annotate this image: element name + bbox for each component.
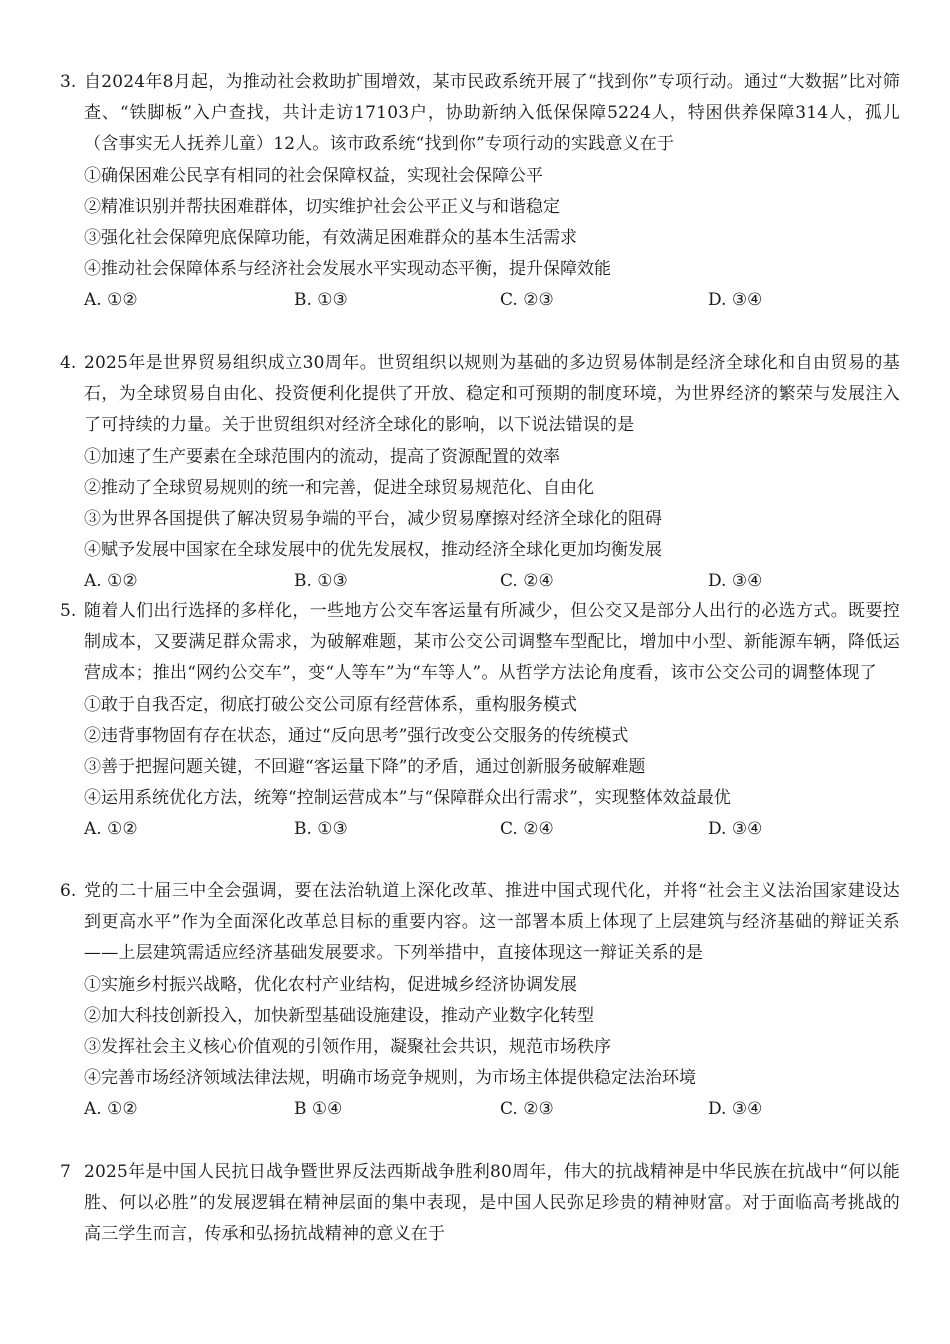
- statement-3: ③强化社会保障兜底保障功能，有效满足困难群众的基本生活需求: [84, 228, 577, 249]
- choice-b: B. ①③: [294, 290, 348, 311]
- choice-c: C. ②④: [500, 571, 554, 592]
- question-stem: 2025年是世界贸易组织成立30周年。世贸组织以规则为基础的多边贸易体制是经济全球化和自由贸易的基石，为全球贸易自由化、投资便利化提供了开放、稳定和可预期的制度环境，为世界经济的繁荣与发展注入了可持续的力量。关于世贸组织对经济全球化的影响，以下说法错误的是: [84, 353, 900, 436]
- question-7: [60, 1157, 900, 1251]
- question-number: 7: [60, 1162, 71, 1182]
- choice-c: C. ②③: [500, 1099, 554, 1120]
- question-number: 3.: [60, 72, 77, 92]
- choice-c: C. ②③: [500, 290, 554, 311]
- answer-choices: [84, 814, 900, 845]
- statement-4: ④完善市场经济领域法律法规，明确市场竞争规则，为市场主体提供稳定法治环境: [84, 1068, 696, 1089]
- statement-3: ③发挥社会主义核心价值观的引领作用，凝聚社会共识，规范市场秩序: [84, 1037, 611, 1058]
- statement-1: ①加速了生产要素在全球范围内的流动，提高了资源配置的效率: [84, 446, 560, 467]
- question-number: 4.: [60, 353, 77, 373]
- choice-b: B ①④: [294, 1099, 343, 1120]
- statement-4: ④运用系统优化方法，统筹“控制运营成本”与“保障群众出行需求”，实现整体效益最优: [84, 788, 731, 809]
- choice-d: D. ③④: [708, 1099, 763, 1120]
- statement-3: ③为世界各国提供了解决贸易争端的平台，减少贸易摩擦对经济全球化的阻碍: [84, 509, 662, 530]
- answer-choices: [84, 566, 900, 597]
- statement-3: ③善于把握问题关键，不回避“客运量下降”的矛盾，通过创新服务破解难题: [84, 757, 646, 778]
- question-number: 6.: [60, 881, 77, 901]
- choice-a: A. ①②: [84, 1099, 138, 1120]
- statement-1: ①确保困难公民享有相同的社会保障权益，实现社会保障公平: [84, 165, 543, 186]
- choice-d: D. ③④: [708, 571, 763, 592]
- statement-4: ④推动社会保障体系与经济社会发展水平实现动态平衡，提升保障效能: [84, 259, 611, 280]
- choice-a: A. ①②: [84, 819, 138, 840]
- choice-b: B. ①③: [294, 819, 348, 840]
- answer-choices: [84, 285, 900, 316]
- statement-2: ②精准识别并帮扶困难群体，切实维护社会公平正义与和谐稳定: [84, 196, 560, 217]
- question-stem: 党的二十届三中全会强调，要在法治轨道上深化改革、推进中国式现代化，并将“社会主义法治国家建设达到更高水平”作为全面深化改革总目标的重要内容。这一部署本质上体现了上层建筑与经济基础的辩证关系——上层建筑需适应经济基础发展要求。下列举措中，直接体现这一辩证关系的是: [84, 881, 900, 964]
- statement-4: ④赋予发展中国家在全球发展中的优先发展权，推动经济全球化更加均衡发展: [84, 540, 662, 561]
- choice-d: D. ③④: [708, 819, 763, 840]
- question-stem: 随着人们出行选择的多样化，一些地方公交车客运量有所减少，但公交又是部分人出行的必选方式。既要控制成本，又要满足群众需求，为破解难题，某市公交公司调整车型配比，增加中小型、新能源车辆，降低运营成本；推出“网约公交车”，变“人等车”为“车等人”。从哲学方法论角度看，该市公交公司的调整体现了: [84, 601, 900, 684]
- statement-2: ②加大科技创新投入，加快新型基础设施建设，推动产业数字化转型: [84, 1005, 594, 1026]
- choice-d: D. ③④: [708, 290, 763, 311]
- question-stem: 2025年是中国人民抗日战争暨世界反法西斯战争胜利80周年，伟大的抗战精神是中华民族在抗战中“何以能胜、何以必胜”的发展逻辑在精神层面的集中表现，是中国人民弥足珍贵的精神财富。对于面临高考挑战的高三学生而言，传承和弘扬抗战精神的意义在于: [84, 1162, 900, 1245]
- question-stem: 自2024年8月起，为推动社会救助扩围增效，某市民政系统开展了“找到你”专项行动。通过“大数据”比对筛查、“铁脚板”入户查找，共计走访17103户，协助新纳入低保保障5224人，特困供养保障314人，孤儿（含事实无人抚养儿童）12人。该市政系统“找到你”专项行动的实践意义在于: [84, 72, 900, 155]
- statement-1: ①实施乡村振兴战略，优化农村产业结构，促进城乡经济协调发展: [84, 974, 577, 995]
- question-3: [60, 67, 900, 317]
- choice-b: B. ①③: [294, 571, 348, 592]
- question-4: [60, 348, 900, 598]
- choice-c: C. ②④: [500, 819, 554, 840]
- question-number: 5.: [60, 601, 77, 621]
- statement-2: ②违背事物固有存在状态，通过“反向思考”强行改变公交服务的传统模式: [84, 725, 629, 746]
- choice-a: A. ①②: [84, 290, 138, 311]
- answer-choices: [84, 1094, 900, 1125]
- choice-a: A. ①②: [84, 571, 138, 592]
- question-5: [60, 596, 900, 846]
- statement-1: ①敢于自我否定，彻底打破公交公司原有经营体系，重构服务模式: [84, 694, 577, 715]
- question-6: [60, 876, 900, 1126]
- statement-2: ②推动了全球贸易规则的统一和完善，促进全球贸易规范化、自由化: [84, 477, 594, 498]
